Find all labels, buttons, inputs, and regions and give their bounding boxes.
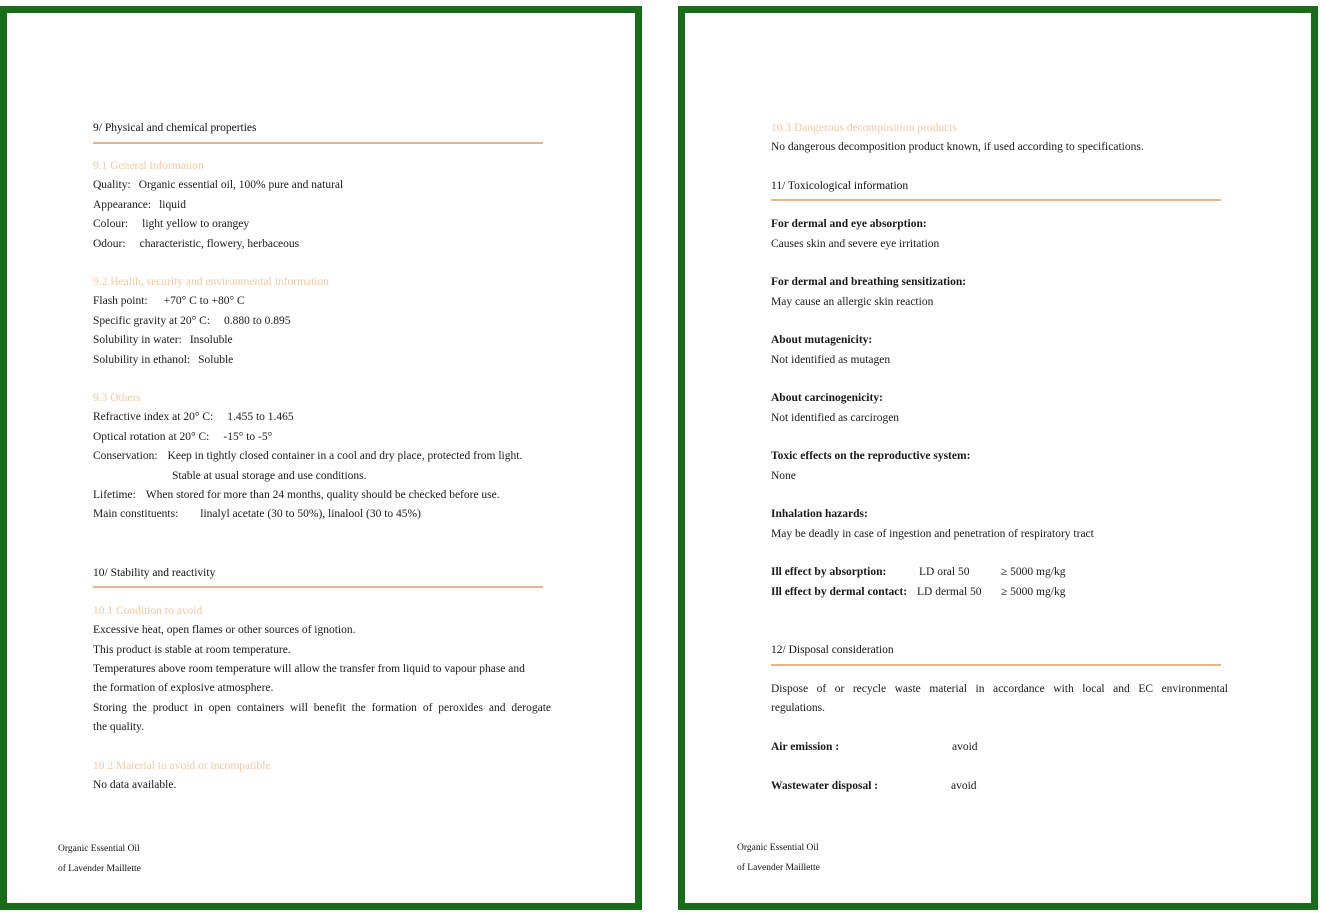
solubility-water-label: Solubility in water: <box>93 334 182 346</box>
inhalation-text: May be deadly in case of ingestion and penetration of respiratory tract <box>771 528 1094 540</box>
odour-row <box>93 237 299 251</box>
dermal-contact-label: Ill effect by dermal contact: <box>771 586 908 598</box>
conservation-row <box>93 449 522 463</box>
section-9-2-heading: 9.2 Health, security and environmental information <box>93 276 330 288</box>
dermal-contact-test: LD dermal 50 <box>917 586 982 598</box>
condition-line-3b: the formation of explosive atmosphere. <box>93 682 274 694</box>
appearance-row <box>93 198 186 212</box>
colour-value: light yellow to orangey <box>142 218 250 230</box>
air-emission-label: Air emission : <box>771 741 840 753</box>
condition-line-1: Excessive heat, open flames or other sources of ignotion. <box>93 624 356 636</box>
absorption-test: LD oral 50 <box>919 566 970 578</box>
flash-point-label: Flash point: <box>93 295 148 307</box>
main-constituents-value: linalyl acetate (30 to 50%), linalool (30 to 45%) <box>200 508 421 520</box>
footer-line-2: of Lavender Maillette <box>58 864 141 874</box>
quality-label: Quality: <box>93 179 131 191</box>
dermal-eye-text: Causes skin and severe eye irritation <box>771 238 940 250</box>
conservation-value: Keep in tightly closed container in a cool and dry place, protected from light. <box>167 450 523 462</box>
material-line-1: No data available. <box>93 779 177 791</box>
flash-point-row <box>93 294 245 308</box>
specific-gravity-value: 0.880 to 0.895 <box>224 315 291 327</box>
flash-point-value: +70° C to +80° C <box>163 295 245 307</box>
mutagenicity-text: Not identified as mutagen <box>771 354 891 366</box>
specific-gravity-row <box>93 314 290 328</box>
section-divider <box>771 664 1221 666</box>
footer-line-1: Organic Essential Oil <box>737 843 819 853</box>
odour-value: characteristic, flowery, herbaceous <box>139 238 300 250</box>
reproductive-text: None <box>771 470 796 482</box>
solubility-ethanol-label: Solubility in ethanol: <box>93 354 191 366</box>
air-emission-value: avoid <box>952 741 978 753</box>
footer-line-2: of Lavender Maillette <box>737 863 820 873</box>
section-11-heading: 11/ Toxicological information <box>771 180 909 192</box>
lifetime-row <box>93 488 500 502</box>
disposal-line-1: Dispose of or recycle waste material in accordance with local and EC environmental <box>771 683 1228 695</box>
section-10-3-heading: 10.3 Dangerous decomposition products <box>771 122 957 134</box>
section-9-1-heading: 9.1 General information <box>93 160 204 172</box>
section-divider <box>93 142 543 144</box>
section-divider <box>771 199 1221 201</box>
solubility-ethanol-row <box>93 353 233 367</box>
solubility-ethanol-value: Soluble <box>198 354 234 366</box>
quality-row <box>93 178 343 192</box>
optical-rotation-value: -15° to -5° <box>223 431 273 443</box>
solubility-water-value: Insoluble <box>189 334 233 346</box>
main-constituents-label: Main constituents: <box>93 508 179 520</box>
conservation-label: Conservation: <box>93 450 158 462</box>
refractive-index-row <box>93 410 294 424</box>
colour-label: Colour: <box>93 218 129 230</box>
condition-line-3a: Temperatures above room temperature will allow the transfer from liquid to vapour phase and <box>93 663 525 675</box>
lifetime-label: Lifetime: <box>93 489 136 501</box>
section-10-heading: 10/ Stability and reactivity <box>93 567 216 579</box>
optical-rotation-row <box>93 430 272 444</box>
main-constituents-row <box>93 507 421 521</box>
section-12-heading: 12/ Disposal consideration <box>771 644 894 656</box>
specific-gravity-label: Specific gravity at 20° C: <box>93 315 211 327</box>
footer-line-1: Organic Essential Oil <box>58 844 140 854</box>
mutagenicity-label: About mutagenicity: <box>771 334 873 346</box>
section-10-2-heading: 10.2 Material to avoid or incompatible <box>93 760 271 772</box>
dermal-eye-label: For dermal and eye absorption: <box>771 218 927 230</box>
condition-line-4b: the quality. <box>93 721 144 733</box>
appearance-value: liquid <box>159 199 186 211</box>
document-page-left <box>0 6 642 910</box>
optical-rotation-label: Optical rotation at 20° C: <box>93 431 210 443</box>
refractive-index-label: Refractive index at 20° C: <box>93 411 214 423</box>
absorption-label: Ill effect by absorption: <box>771 566 887 578</box>
quality-value: Organic essential oil, 100% pure and natural <box>138 179 344 191</box>
absorption-value: ≥ 5000 mg/kg <box>1001 566 1066 578</box>
conservation-continued: Stable at usual storage and use conditions. <box>172 470 367 482</box>
disposal-line-2: regulations. <box>771 702 825 714</box>
colour-row <box>93 217 249 231</box>
sensitization-text: May cause an allergic skin reaction <box>771 296 934 308</box>
section-10-1-heading: 10.1 Condition to avoid <box>93 605 203 617</box>
solubility-water-row <box>93 333 233 347</box>
reproductive-label: Toxic effects on the reproductive system: <box>771 450 971 462</box>
condition-line-4a: Storing the product in open containers will benefit the formation of peroxides and derogate <box>93 702 551 714</box>
section-divider <box>93 586 543 588</box>
wastewater-value: avoid <box>951 780 977 792</box>
document-page-right <box>678 6 1318 910</box>
section-10-3-text: No dangerous decomposition product known, if used according to specifications. <box>771 141 1144 153</box>
condition-line-2: This product is stable at room temperature. <box>93 644 291 656</box>
lifetime-value: When stored for more than 24 months, quality should be checked before use. <box>145 489 500 501</box>
carcinogenicity-text: Not identified as carcirogen <box>771 412 900 424</box>
appearance-label: Appearance: <box>93 199 152 211</box>
sensitization-label: For dermal and breathing sensitization: <box>771 276 967 288</box>
section-9-heading: 9/ Physical and chemical properties <box>93 122 257 134</box>
odour-label: Odour: <box>93 238 126 250</box>
dermal-contact-value: ≥ 5000 mg/kg <box>1001 586 1066 598</box>
inhalation-label: Inhalation hazards: <box>771 508 868 520</box>
wastewater-label: Wastewater disposal : <box>771 780 879 792</box>
refractive-index-value: 1.455 to 1.465 <box>227 411 294 423</box>
carcinogenicity-label: About carcinogenicity: <box>771 392 883 404</box>
section-9-3-heading: 9.3 Others <box>93 392 141 404</box>
